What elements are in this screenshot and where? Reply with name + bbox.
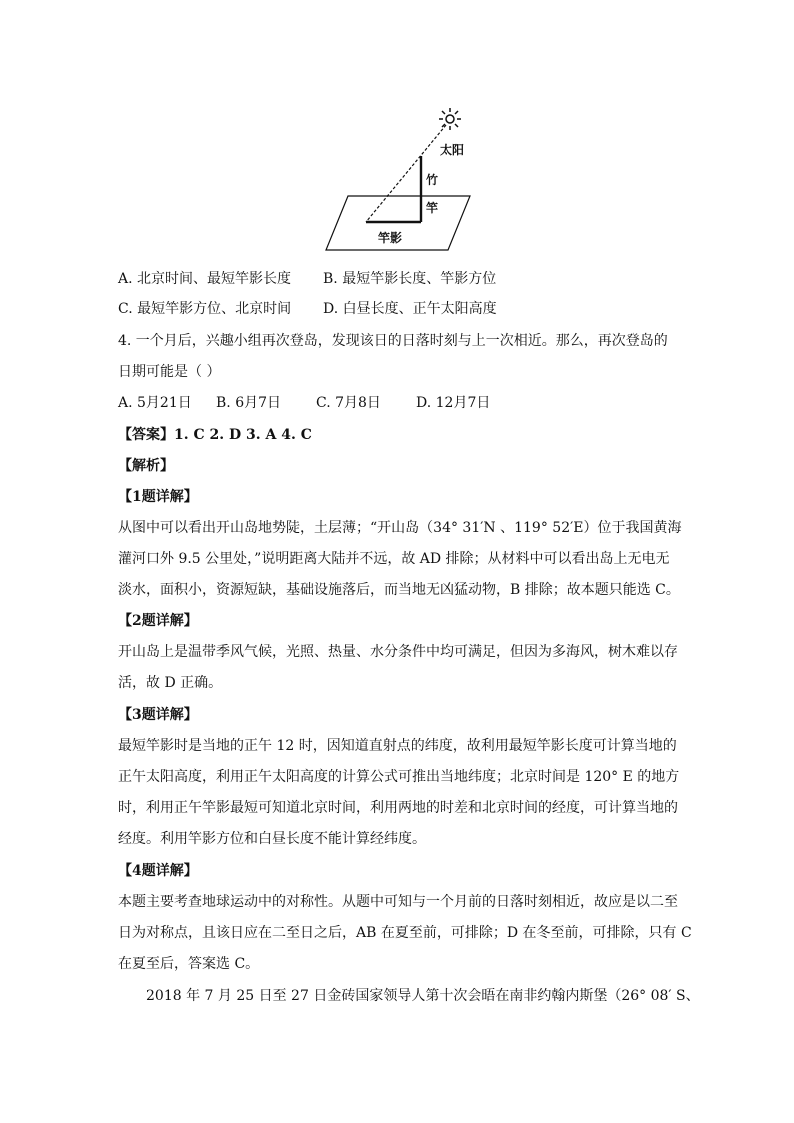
d2-heading: 【2题详解】 (118, 613, 198, 629)
q4-stem-line-1: 4. 一个月后，兴趣小组再次登岛，发现该日的日落时刻与上一次相近。那么，再次登岛的 (118, 333, 668, 349)
pole-label-2: 竿 (426, 201, 439, 215)
d4-line-2: 日为对称点，且该日应在二至日之后，AB 在夏至前，可排除；D 在冬至前，可排除，只有 C (118, 925, 692, 941)
q3-option-c: C. 最短竿影方位、北京时间 (118, 301, 292, 317)
d4-line-1: 本题主要考查地球运动中的对称性。从题中可知与一个月前的日落时刻相近，故应是以二至 (118, 894, 678, 910)
d4-line-3: 在夏至后，答案选 C。 (118, 956, 260, 972)
pole-label-1: 竹 (426, 173, 439, 187)
sun-label: 太阳 (440, 143, 465, 157)
q3-option-d: D. 白昼长度、正午太阳高度 (323, 301, 497, 317)
q3-option-a: A. 北京时间、最短竿影长度 (118, 271, 292, 287)
d3-line-4: 经度。利用竿影方位和白昼长度不能计算经纬度。 (118, 831, 426, 847)
d2-line-1: 开山岛上是温带季风气候，光照、热量、水分条件中均可满足，但因为多海风，树木难以存 (118, 644, 678, 660)
next-paragraph: 2018 年 7 月 25 日至 27 日金砖国家领导人第十次会晤在南非约翰内斯堡（26° 08′ S、 (146, 988, 700, 1004)
d3-heading: 【3题详解】 (118, 707, 198, 723)
q3-options-row-2 (118, 299, 497, 319)
sun-pole-shadow-figure (318, 104, 478, 254)
d3-line-3: 时，利用正午竿影最短可知道北京时间，利用两地的时差和北京时间的经度，可计算当地的 (118, 800, 678, 816)
q3-options-row-1 (118, 269, 496, 289)
d1-line-3: 淡水，面积小，资源短缺，基础设施落后，而当地无凶猛动物，B 排除；故本题只能选 C。 (118, 582, 680, 598)
d1-line-2: 灌河口外 9.5 公里处，”说明距离大陆并不远，故 AD 排除；从材料中可以看出岛上无电无 (118, 551, 670, 567)
d1-line-1: 从图中可以看出开山岛地势陡，土层薄；“开山岛（34° 31′N 、119° 52′E）位于我国黄海 (118, 520, 682, 536)
d3-line-2: 正午太阳高度，利用正午太阳高度的计算公式可推出当地纬度；北京时间是 120° E 的地方 (118, 769, 680, 785)
answer-line: 【答案】1. C 2. D 3. A 4. C (118, 427, 312, 443)
d1-heading: 【1题详解】 (118, 489, 198, 505)
q4-options-row (118, 393, 490, 413)
q4-option-b: B. 6月7日 (216, 395, 282, 411)
d3-line-1: 最短竿影时是当地的正午 12 时，因知道直射点的纬度，故利用最短竿影长度可计算当地的 (118, 738, 677, 754)
q4-option-a: A. 5月21日 (118, 395, 192, 411)
d4-heading: 【4题详解】 (118, 863, 198, 879)
analysis-heading: 【解析】 (118, 458, 174, 474)
q4-option-d: D. 12月7日 (416, 395, 491, 411)
q3-option-b: B. 最短竿影长度、竿影方位 (323, 271, 497, 287)
q4-stem-line-2: 日期可能是（ ） (118, 364, 221, 380)
d2-line-2: 活，故 D 正确。 (118, 675, 223, 691)
shadow-label: 竿影 (378, 231, 403, 245)
q4-option-c: C. 7月8日 (316, 395, 381, 411)
